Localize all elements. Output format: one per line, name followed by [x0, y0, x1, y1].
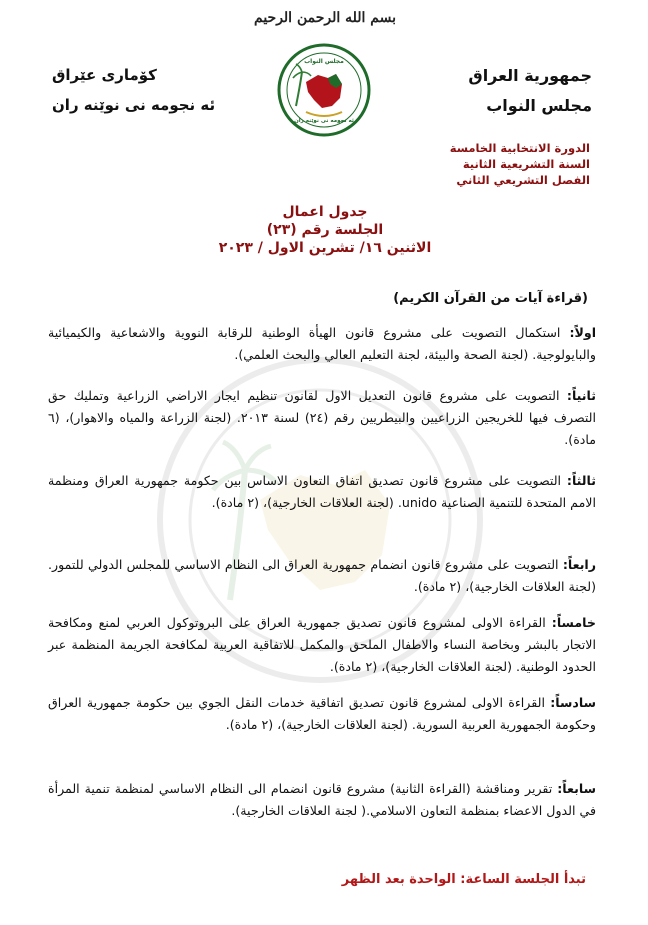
agenda-item-7	[48, 778, 596, 822]
agenda-item-ordinal: رابعاً:	[562, 557, 596, 572]
session-date: الاثنين ١٦/ تشرين الاول / ٢٠٢٣	[218, 240, 432, 256]
session-start-time: تبدأ الجلسة الساعة: الواحدة بعد الظهر	[341, 872, 586, 887]
agenda-item-text: استكمال التصويت على مشروع قانون الهيأة الوطنية للرقابة النووية والاشعاعية والكيميائية والبايولوجية. (لجنة الصحة والبيئة، لجنة التعليم العالي والبحث العلمي).	[48, 325, 596, 362]
agenda-item-text: تقرير ومناقشة (القراءة الثانية) مشروع قانون انضمام الى النظام الاساسي لمنظمة تنمية المرأة في الدول الاعضاء بمنظمة التعاون الاسلامي.( لجنة العلاقات الخارجية).	[48, 781, 596, 818]
agenda-item-text: القراءة الاولى لمشروع قانون تصديق جمهورية العراق على البروتوكول العربي لمنع ومكافحة الاتجار بالبشر وبخاصة النساء والاطفال الملحق والمكمل للاتفاقية العربية لمكافحة الجريمة المنظمة عبر الحدود الوطنية. (لجنة العلاقات الخارجية)، (٢ مادة).	[48, 615, 596, 674]
agenda-item-ordinal: سابعاً:	[557, 781, 596, 796]
logo-bottom-text: ئه نجومه نی نوێنه ران	[294, 118, 354, 124]
agenda-item-ordinal: خامساً:	[551, 615, 596, 630]
agenda-item-2	[48, 385, 596, 451]
quran-reading: (قراءة آيات من القرآن الكريم)	[393, 291, 588, 306]
header-republic-of-iraq: جمهورية العراق	[468, 66, 592, 85]
agenda-item-text: التصويت على مشروع قانون انضمام جمهورية العراق الى النظام الاساسي للمجلس الدولي للتمور. (لجنة العلاقات الخارجية)، (٢ مادة).	[48, 557, 596, 594]
session-number: الجلسة رقم (٢٣)	[266, 222, 384, 238]
logo-top-text: مجلس النواب	[304, 58, 344, 65]
agenda-item-ordinal: اولاً:	[569, 325, 597, 340]
agenda-item-6	[48, 692, 596, 736]
header-kurdish-council: ئه نجومه نی نوێنه ران	[52, 96, 216, 114]
agenda-title: جدول اعمال	[282, 204, 368, 220]
agenda-item-ordinal: سادساً:	[550, 695, 596, 710]
header-kurdish-republic: كۆماری عێراق	[52, 66, 157, 84]
agenda-item-text: التصويت على مشروع قانون تصديق اتفاق التعاون الاساس بين حكومة جمهورية العراق ومنظمة الامم المتحدة للتنمية الصناعية unido. (لجنة العلاقات الخارجية)، (٢ مادة).	[48, 473, 596, 510]
header-council-of-representatives: مجلس النواب	[486, 96, 592, 115]
bismillah: بسم الله الرحمن الرحيم	[254, 10, 396, 26]
agenda-item-3	[48, 470, 596, 514]
agenda-item-4	[48, 554, 596, 598]
agenda-item-ordinal: ثانياً:	[566, 388, 596, 403]
session-electoral-term: الدورة الانتخابية الخامسة	[449, 141, 590, 155]
agenda-item-ordinal: ثالثاً:	[566, 473, 596, 488]
agenda-item-text: التصويت على مشروع قانون التعديل الاول لقانون تنظيم ايجار الاراضي الزراعية وتمليك حق التصرف فيها للخريجين الزراعيين والبيطريين رقم (٢٤) لسنة ٢٠١٣. (لجنة الزراعة والمياه والاهوار)، (٦ مادة).	[48, 388, 596, 447]
session-legislative-term: الفصل التشريعي الثاني	[456, 173, 590, 187]
agenda-item-1	[48, 322, 596, 366]
agenda-item-text: القراءة الاولى لمشروع قانون تصديق اتفاقية خدمات النقل الجوي بين حكومة جمهورية العراق وحكومة الجمهورية العربية السورية. (لجنة العلاقات الخارجية)، (٢ مادة).	[48, 695, 596, 732]
agenda-item-5	[48, 612, 596, 678]
agenda-title-block	[160, 203, 490, 257]
session-legislative-year: السنة التشريعية الثانية	[462, 157, 590, 171]
